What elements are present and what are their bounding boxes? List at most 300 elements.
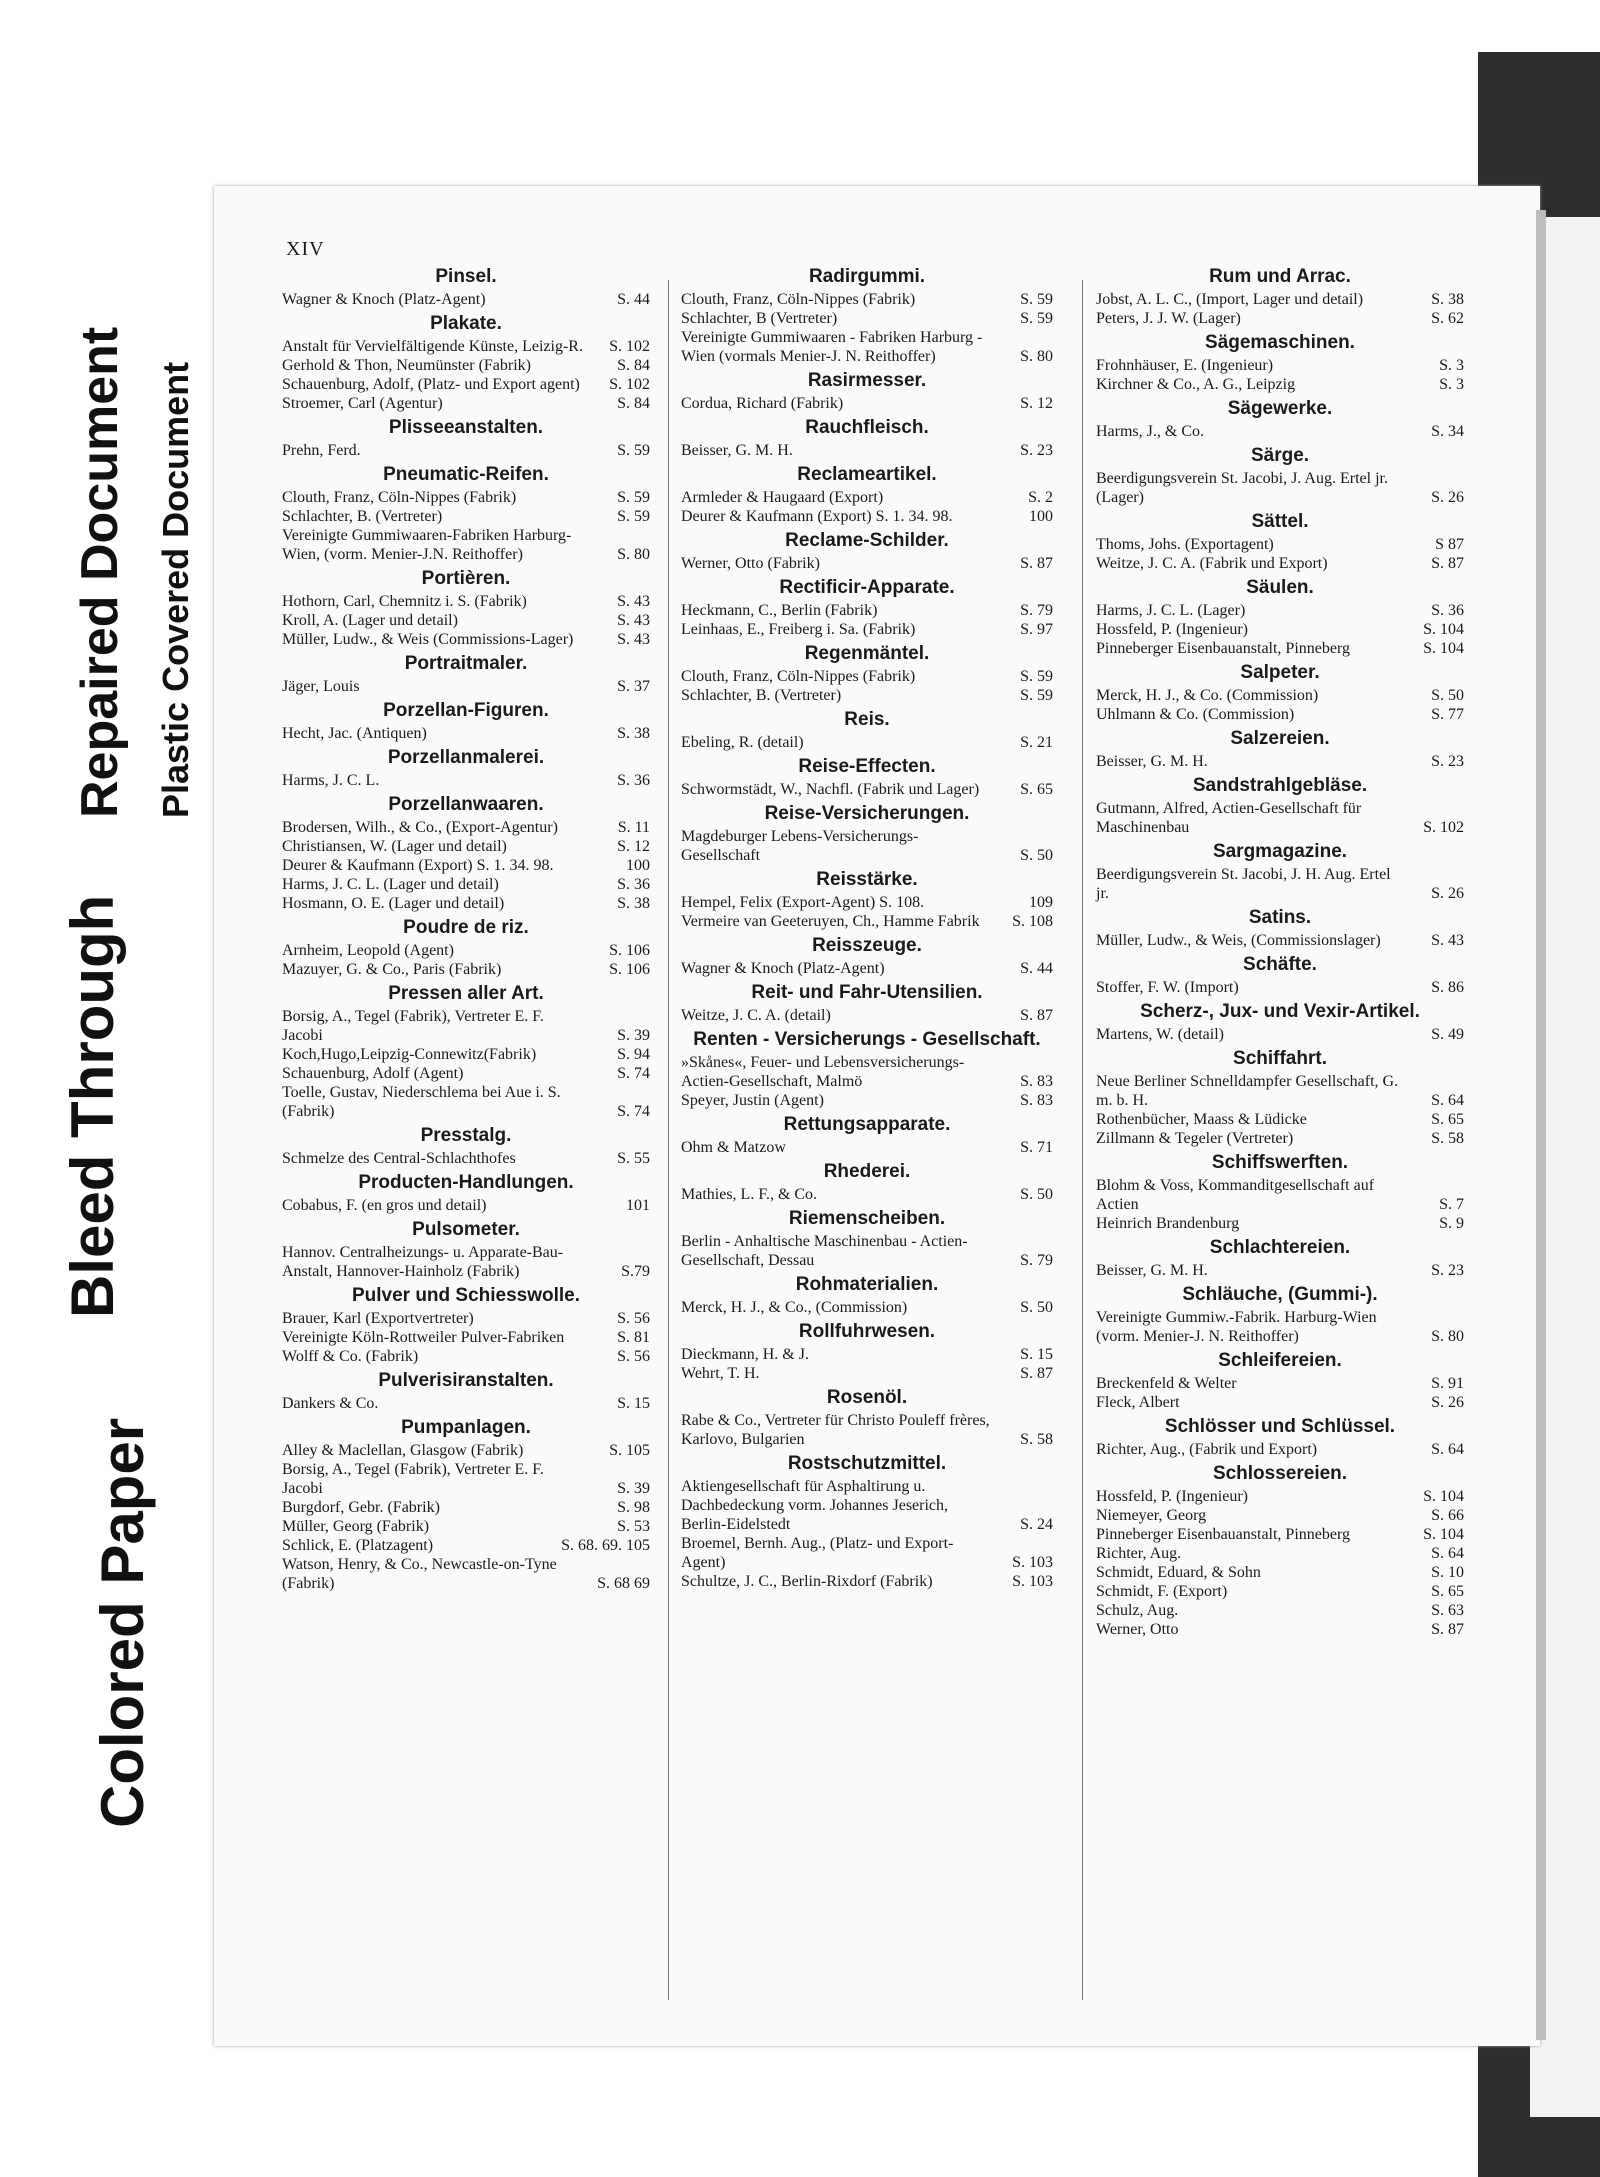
directory-entry (282, 1555, 650, 1593)
entry-page-ref: S. 49 (1431, 1026, 1464, 1043)
entry-name: Deurer & Kaufmann (Export) S. 1. 34. 98. (282, 857, 554, 874)
directory-entry (282, 1045, 650, 1064)
entry-page-ref: S. 59 (617, 508, 650, 525)
entry-page-ref: S. 104 (1423, 1526, 1464, 1543)
entry-name: Müller, Ludw., & Weis (Commissions-Lager) (282, 631, 574, 648)
section-heading: Rosenöl. (826, 1387, 908, 1408)
directory-entry (1096, 1129, 1464, 1148)
directory-entry (681, 686, 1053, 705)
directory-entry (1096, 1393, 1464, 1412)
directory-entry (1096, 601, 1464, 620)
directory-entry (282, 1498, 650, 1517)
section-heading: Schlösser und Schlüssel. (1164, 1416, 1396, 1437)
entry-name: Hossfeld, P. (Ingenieur) (1096, 621, 1248, 638)
entry-name: Hosmann, O. E. (Lager und detail) (282, 895, 505, 912)
entry-name: Weitze, J. C. A. (detail) (681, 1007, 831, 1024)
directory-entry (681, 554, 1053, 573)
directory-entry (1096, 535, 1464, 554)
directory-entry (282, 630, 650, 649)
entry-page-ref: S. 83 (1020, 1092, 1053, 1109)
entry-page-ref: S. 79 (1020, 1252, 1053, 1269)
entry-page-ref: S. 65 (1431, 1583, 1464, 1600)
directory-entry (1096, 309, 1464, 328)
entry-name: Burgdorf, Gebr. (Fabrik) (282, 1499, 440, 1516)
entry-page-ref: S. 21 (1020, 734, 1053, 751)
entry-page-ref: S. 3 (1439, 357, 1464, 374)
entry-name: Berlin - Anhaltische Maschinenbau - Actien-Gesellschaft, Dessau (681, 1233, 968, 1269)
entry-page-ref: S. 102 (1423, 819, 1464, 836)
section-heading: Regenmäntel. (804, 643, 930, 664)
entry-page-ref: S. 104 (1423, 1488, 1464, 1505)
entry-name: Clouth, Franz, Cöln-Nippes (Fabrik) (681, 291, 916, 308)
directory-entry (282, 1196, 650, 1215)
entry-name: Frohnhäuser, E. (Ingenieur) (1096, 357, 1274, 374)
entry-page-ref: S. 65 (1020, 781, 1053, 798)
entry-name: Clouth, Franz, Cöln-Nippes (Fabrik) (681, 668, 916, 685)
entry-name: Schulz, Aug. (1096, 1602, 1179, 1619)
directory-entry (282, 526, 650, 564)
entry-page-ref: S. 86 (1431, 979, 1464, 996)
entry-page-ref: S. 11 (617, 819, 650, 836)
entry-name: Mathies, L. F., & Co. (681, 1186, 818, 1203)
entry-name: Dieckmann, H. & J. (681, 1346, 809, 1363)
entry-name: Mazuyer, G. & Co., Paris (Fabrik) (282, 961, 502, 978)
entry-page-ref: S. 56 (617, 1348, 650, 1365)
entry-name: Borsig, A., Tegel (Fabrik), Vertreter E. F. Jacobi (282, 1008, 544, 1044)
section-heading: Producten-Handlungen. (358, 1172, 574, 1193)
entry-name: Heckmann, C., Berlin (Fabrik) (681, 602, 878, 619)
entry-name: Beisser, G. M. H. (681, 442, 793, 459)
entry-page-ref: S. 97 (1020, 621, 1053, 638)
entry-page-ref: S. 81 (617, 1329, 650, 1346)
directory-entry (282, 507, 650, 526)
entry-page-ref: S. 50 (1020, 1299, 1053, 1316)
column-rule (668, 280, 669, 2000)
directory-entry (282, 488, 650, 507)
entry-page-ref: S. 84 (617, 395, 650, 412)
entry-page-ref: 100 (626, 857, 650, 874)
entry-name: Zillmann & Tegeler (Vertreter) (1096, 1130, 1294, 1147)
entry-name: Breckenfeld & Welter (1096, 1375, 1237, 1392)
section-heading: Scherz-, Jux- und Vexir-Artikel. (1140, 1001, 1420, 1022)
entry-page-ref: S. 23 (1431, 753, 1464, 770)
entry-name: Christiansen, W. (Lager und detail) (282, 838, 507, 855)
directory-entry (1096, 1374, 1464, 1393)
section-heading: Reclame-Schilder. (785, 530, 949, 551)
directory-entry (1096, 1487, 1464, 1506)
section-heading: Rollfuhrwesen. (798, 1321, 936, 1342)
entry-page-ref: S. 106 (609, 961, 650, 978)
section-heading: Radirgummi. (808, 266, 926, 287)
entry-page-ref: S. 103 (1012, 1554, 1053, 1571)
directory-entry (1096, 554, 1464, 573)
entry-page-ref: S. 9 (1439, 1215, 1464, 1232)
entry-name: Schauenburg, Adolf, (Platz- und Export agent) (282, 376, 580, 393)
entry-name: Leinhaas, E., Freiberg i. Sa. (Fabrik) (681, 621, 916, 638)
section-heading: Rostschutzmittel. (787, 1453, 947, 1474)
entry-page-ref: 100 (1029, 508, 1053, 525)
section-heading: Rohmaterialien. (795, 1274, 939, 1295)
section-heading: Rasirmesser. (807, 370, 927, 391)
entry-name: Prehn, Ferd. (282, 442, 361, 459)
entry-page-ref: S. 87 (1020, 1365, 1053, 1382)
directory-entry (1096, 639, 1464, 658)
entry-name: Jobst, A. L. C., (Import, Lager und detail) (1096, 291, 1364, 308)
entry-page-ref: S. 12 (617, 838, 650, 855)
directory-entry (1096, 1025, 1464, 1044)
entry-name: Rothenbücher, Maass & Lüdicke (1096, 1111, 1307, 1128)
entry-name: Beerdigungsverein St. Jacobi, J. H. Aug. Ertel jr. (1096, 866, 1391, 902)
entry-page-ref: 109 (1029, 894, 1053, 911)
section-heading: Plisseeanstalten. (388, 417, 544, 438)
entry-name: Pinneberger Eisenbauanstalt, Pinneberg (1096, 1526, 1351, 1543)
directory-entry (681, 1364, 1053, 1383)
entry-page-ref: S. 62 (1431, 310, 1464, 327)
section-heading: Schlossereien. (1212, 1463, 1348, 1484)
column-2 (681, 262, 1053, 1591)
entry-name: Speyer, Justin (Agent) (681, 1092, 824, 1109)
section-heading: Rectificir-Apparate. (779, 577, 955, 598)
directory-entry (681, 1411, 1053, 1449)
entry-name: Pinneberger Eisenbauanstalt, Pinneberg (1096, 640, 1351, 657)
entry-page-ref: S. 38 (1431, 291, 1464, 308)
entry-name: Schlick, E. (Platzagent) (282, 1537, 434, 1554)
entry-name: Vereinigte Köln-Rottweiler Pulver-Fabriken (282, 1329, 565, 1346)
entry-name: Vereinigte Gummiwaaren - Fabriken Harburg - Wien (vormals Menier-J. N. Reithoffer) (681, 329, 983, 365)
directory-entry (681, 912, 1053, 931)
directory-entry (282, 1328, 650, 1347)
entry-name: Blohm & Voss, Kommanditgesellschaft auf Actien (1096, 1177, 1375, 1213)
entry-page-ref: S. 83 (1020, 1073, 1053, 1090)
entry-page-ref: S. 36 (1431, 602, 1464, 619)
directory-entry (1096, 469, 1464, 507)
directory-entry (1096, 1525, 1464, 1544)
entry-page-ref: S. 84 (617, 357, 650, 374)
entry-page-ref: S. 98 (617, 1499, 650, 1516)
directory-entry (681, 733, 1053, 752)
entry-name: Werner, Otto (1096, 1621, 1179, 1638)
entry-name: Gerhold & Thon, Neumünster (Fabrik) (282, 357, 531, 374)
directory-entry (282, 441, 650, 460)
entry-name: Heinrich Brandenburg (1096, 1215, 1240, 1232)
entry-name: Hecht, Jac. (Antiquen) (282, 725, 427, 742)
directory-entry (282, 837, 650, 856)
directory-entry (1096, 1582, 1464, 1601)
entry-name: Stroemer, Carl (Agentur) (282, 395, 443, 412)
entry-page-ref: S. 2 (1028, 489, 1053, 506)
entry-name: Ebeling, R. (detail) (681, 734, 804, 751)
directory-entry (282, 1243, 650, 1281)
entry-name: Vereinigte Gummiw.-Fabrik. Harburg-Wien (vorm. Menier-J. N. Reithoffer) (1096, 1309, 1377, 1345)
entry-page-ref: 101 (626, 1197, 650, 1214)
entry-name: Niemeyer, Georg (1096, 1507, 1207, 1524)
section-heading: Schiffswerften. (1211, 1152, 1349, 1173)
directory-entry (282, 677, 650, 696)
directory-entry (282, 960, 650, 979)
entry-page-ref: S. 66 (1431, 1507, 1464, 1524)
directory-entry (681, 1534, 1053, 1572)
section-heading: Sandstrahlgebläse. (1192, 775, 1368, 796)
directory-entry (282, 1064, 650, 1083)
section-heading: Pulsometer. (412, 1219, 520, 1240)
entry-page-ref: S. 87 (1431, 555, 1464, 572)
entry-page-ref: S. 108 (1012, 913, 1053, 930)
entry-page-ref: S. 34 (1431, 423, 1464, 440)
entry-name: Watson, Henry, & Co., Newcastle-on-Tyne (Fabrik) (282, 1556, 557, 1592)
entry-name: Rabe & Co., Vertreter für Christo Pouleff frères, Karlovo, Bulgarien (681, 1412, 990, 1448)
entry-name: Schmidt, F. (Export) (1096, 1583, 1228, 1600)
directory-entry (282, 1083, 650, 1121)
directory-entry (282, 290, 650, 309)
entry-page-ref: S. 58 (1431, 1130, 1464, 1147)
directory-entry (1096, 375, 1464, 394)
directory-entry (282, 818, 650, 837)
section-heading: Reisstärke. (816, 869, 918, 890)
entry-name: Weitze, J. C. A. (Fabrik und Export) (1096, 555, 1328, 572)
entry-page-ref: S. 68 69 (597, 1575, 650, 1592)
entry-page-ref: S. 43 (617, 612, 650, 629)
directory-entry (681, 780, 1053, 799)
entry-page-ref: S. 80 (1431, 1328, 1464, 1345)
directory-entry (681, 394, 1053, 413)
entry-page-ref: S. 44 (1020, 960, 1053, 977)
directory-entry (282, 771, 650, 790)
section-heading: Portièren. (421, 568, 511, 589)
entry-name: Ohm & Matzow (681, 1139, 786, 1156)
entry-name: Hempel, Felix (Export-Agent) S. 108. (681, 894, 925, 911)
entry-name: Aktiengesellschaft für Asphaltirung u. Dachbedeckung vorm. Johannes Jeserich, Berlin-Eidelstedt (681, 1478, 949, 1533)
section-heading: Sargmagazine. (1212, 841, 1348, 862)
entry-page-ref: S. 59 (1020, 668, 1053, 685)
directory-entry (282, 1309, 650, 1328)
section-heading: Schläuche, (Gummi-). (1182, 1284, 1378, 1305)
entry-page-ref: S. 15 (617, 1395, 650, 1412)
directory-entry (1096, 1176, 1464, 1214)
section-heading: Poudre de riz. (403, 917, 529, 938)
directory-entry (681, 1572, 1053, 1591)
entry-name: Werner, Otto (Fabrik) (681, 555, 820, 572)
entry-name: Schwormstädt, W., Nachfl. (Fabrik und Lager) (681, 781, 980, 798)
directory-entry (282, 1460, 650, 1498)
entry-page-ref: S. 64 (1431, 1092, 1464, 1109)
entry-name: Cordua, Richard (Fabrik) (681, 395, 844, 412)
section-heading: Schäfte. (1243, 954, 1317, 975)
entry-page-ref: S. 36 (617, 772, 650, 789)
page-edge (1536, 210, 1546, 2040)
directory-entry (681, 441, 1053, 460)
directory-entry (1096, 290, 1464, 309)
entry-page-ref: S. 63 (1431, 1602, 1464, 1619)
entry-page-ref: S. 106 (609, 942, 650, 959)
directory-entry (282, 1007, 650, 1045)
entry-name: Anstalt für Vervielfältigende Künste, Leizig-R. (282, 338, 583, 355)
entry-name: Richter, Aug. (1096, 1545, 1182, 1562)
section-heading: Pumpanlagen. (401, 1417, 531, 1438)
entry-name: Magdeburger Lebens-Versicherungs-Gesellschaft (681, 828, 919, 864)
entry-name: Müller, Georg (Fabrik) (282, 1518, 430, 1535)
directory-entry (1096, 1544, 1464, 1563)
section-heading: Sättel. (1251, 511, 1309, 532)
entry-page-ref: S. 102 (609, 338, 650, 355)
section-heading: Portraitmaler. (404, 653, 528, 674)
section-heading: Plakate. (430, 313, 502, 334)
entry-name: Broemel, Bernh. Aug., (Platz- und Export-Agent) (681, 1535, 954, 1571)
directory-entry (282, 356, 650, 375)
entry-page-ref: S. 102 (609, 376, 650, 393)
section-heading: Schleifereien. (1218, 1350, 1342, 1371)
section-heading: Reise-Versicherungen. (764, 803, 970, 824)
entry-name: Wagner & Knoch (Platz-Agent) (282, 291, 486, 308)
entry-page-ref: S. 59 (1020, 291, 1053, 308)
entry-page-ref: S. 79 (1020, 602, 1053, 619)
directory-entry (282, 894, 650, 913)
entry-name: Schmidt, Eduard, & Sohn (1096, 1564, 1261, 1581)
directory-entry (681, 1345, 1053, 1364)
directory-entry (1096, 1214, 1464, 1233)
directory-entry (1096, 1440, 1464, 1459)
entry-name: Kirchner & Co., A. G., Leipzig (1096, 376, 1296, 393)
column-1 (282, 262, 650, 1593)
directory-entry (282, 337, 650, 356)
directory-entry (1096, 1308, 1464, 1346)
directory-entry (282, 941, 650, 960)
repaired-document-label: Repaired Document (71, 326, 129, 818)
directory-entry (681, 507, 1053, 526)
entry-page-ref: S. 23 (1431, 1262, 1464, 1279)
entry-name: Stoffer, F. W. (Import) (1096, 979, 1239, 996)
entry-name: Dankers & Co. (282, 1395, 379, 1412)
directory-entry (282, 592, 650, 611)
section-heading: Pulverisiranstalten. (378, 1370, 554, 1391)
entry-page-ref: S. 26 (1431, 1394, 1464, 1411)
entry-page-ref: S. 56 (617, 1310, 650, 1327)
entry-page-ref: S 87 (1435, 536, 1464, 553)
section-heading: Reis. (844, 709, 890, 730)
entry-name: Hannov. Centralheizungs- u. Apparate-Bau-Anstalt, Hannover-Hainholz (Fabrik) (282, 1244, 564, 1280)
section-heading: Pressen aller Art. (388, 983, 544, 1004)
section-heading: Reisszeuge. (812, 935, 922, 956)
directory-entry (681, 1298, 1053, 1317)
entry-name: Alley & Maclellan, Glasgow (Fabrik) (282, 1442, 524, 1459)
section-heading: Rhederei. (823, 1161, 911, 1182)
entry-name: Brauer, Karl (Exportvertreter) (282, 1310, 474, 1327)
directory-entry (1096, 1506, 1464, 1525)
entry-page-ref: S. 104 (1423, 621, 1464, 638)
entry-name: Borsig, A., Tegel (Fabrik), Vertreter E. F. Jacobi (282, 1461, 544, 1497)
entry-page-ref: S. 77 (1431, 706, 1464, 723)
entry-page-ref: S. 104 (1423, 640, 1464, 657)
directory-entry (681, 488, 1053, 507)
entry-page-ref: S. 44 (617, 291, 650, 308)
entry-name: Schmelze des Central-Schlachthofes (282, 1150, 516, 1167)
entry-name: Koch,Hugo,Leipzig-Connewitz(Fabrik) (282, 1046, 537, 1063)
section-heading: Renten - Versicherungs - Gesellschaft. (693, 1029, 1041, 1050)
directory-entry (681, 601, 1053, 620)
entry-page-ref: S. 80 (617, 546, 650, 563)
section-heading: Reise-Effecten. (798, 756, 936, 777)
entry-page-ref: S. 23 (1020, 442, 1053, 459)
plastic-covered-label: Plastic Covered Document (155, 361, 196, 818)
entry-page-ref: S. 94 (617, 1046, 650, 1063)
entry-page-ref: S. 36 (617, 876, 650, 893)
entry-name: Hossfeld, P. (Ingenieur) (1096, 1488, 1248, 1505)
directory-entry (681, 1477, 1053, 1534)
directory-entry (1096, 1261, 1464, 1280)
entry-name: Schlachter, B. (Vertreter) (681, 687, 842, 704)
entry-page-ref: S. 15 (1020, 1346, 1053, 1363)
colored-paper-label: Colored Paper (89, 1417, 156, 1828)
directory-entry (1096, 931, 1464, 950)
entry-name: »Skånes«, Feuer- und Lebensversicherungs-Actien-Gesellschaft, Malmö (681, 1054, 965, 1090)
section-heading: Sägewerke. (1227, 398, 1333, 419)
entry-page-ref: S. 26 (1431, 885, 1464, 902)
directory-entry (282, 394, 650, 413)
entry-name: Schauenburg, Adolf (Agent) (282, 1065, 464, 1082)
entry-page-ref: S. 24 (1020, 1516, 1053, 1533)
entry-page-ref: S. 74 (617, 1103, 650, 1120)
entry-name: Neue Berliner Schnelldampfer Gesellschaft, G. m. b. H. (1096, 1073, 1399, 1109)
entry-page-ref: S. 43 (617, 631, 650, 648)
entry-name: Fleck, Albert (1096, 1394, 1180, 1411)
entry-page-ref: S. 39 (617, 1480, 650, 1497)
directory-entry (282, 1441, 650, 1460)
entry-name: Clouth, Franz, Cöln-Nippes (Fabrik) (282, 489, 517, 506)
entry-page-ref: S. 87 (1020, 555, 1053, 572)
bleed-through-label: Bleed Through (59, 894, 126, 1318)
section-heading: Porzellanmalerei. (387, 747, 545, 768)
entry-name: Uhlmann & Co. (Commission) (1096, 706, 1295, 723)
entry-page-ref: S. 50 (1020, 847, 1053, 864)
section-heading: Sägemaschinen. (1205, 332, 1355, 353)
section-heading: Porzellan-Figuren. (383, 700, 549, 721)
section-heading: Salpeter. (1240, 662, 1320, 683)
directory-entry (681, 1232, 1053, 1270)
entry-name: Beisser, G. M. H. (1096, 753, 1208, 770)
directory-entry (1096, 978, 1464, 997)
entry-page-ref: S. 65 (1431, 1111, 1464, 1128)
entry-page-ref: S. 59 (617, 489, 650, 506)
directory-entry (282, 1517, 650, 1536)
entry-page-ref: S. 59 (1020, 310, 1053, 327)
directory-entry (1096, 1110, 1464, 1129)
directory-entry (282, 856, 650, 875)
entry-name: Cobabus, F. (en gros und detail) (282, 1197, 487, 1214)
directory-entry (681, 309, 1053, 328)
entry-name: Richter, Aug., (Fabrik und Export) (1096, 1441, 1318, 1458)
directory-entry (1096, 705, 1464, 724)
entry-name: Deurer & Kaufmann (Export) S. 1. 34. 98. (681, 508, 953, 525)
entry-name: Wagner & Knoch (Platz-Agent) (681, 960, 885, 977)
entry-page-ref: S. 58 (1020, 1431, 1053, 1448)
entry-name: Harms, J. C. L. (Lager) (1096, 602, 1246, 619)
directory-entry (681, 328, 1053, 366)
section-heading: Reit- und Fahr-Utensilien. (751, 982, 983, 1003)
section-heading: Pneumatic-Reifen. (383, 464, 549, 485)
entry-name: Vermeire van Geeteruyen, Ch., Hamme Fabrik (681, 913, 980, 930)
entry-page-ref: S. 80 (1020, 348, 1053, 365)
entry-name: Brodersen, Wilh., & Co., (Export-Agentur) (282, 819, 558, 836)
entry-page-ref: S. 64 (1431, 1441, 1464, 1458)
section-heading: Porzellanwaaren. (388, 794, 544, 815)
directory-entry (282, 1347, 650, 1366)
entry-name: Jäger, Louis (282, 678, 360, 695)
entry-page-ref: S. 39 (617, 1027, 650, 1044)
entry-page-ref: S. 43 (1431, 932, 1464, 949)
column-rule (1082, 280, 1083, 2000)
entry-name: Müller, Ludw., & Weis, (Commissionslager) (1096, 932, 1381, 949)
directory-entry (681, 1053, 1053, 1091)
section-heading: Pulver und Schiesswolle. (351, 1285, 581, 1306)
